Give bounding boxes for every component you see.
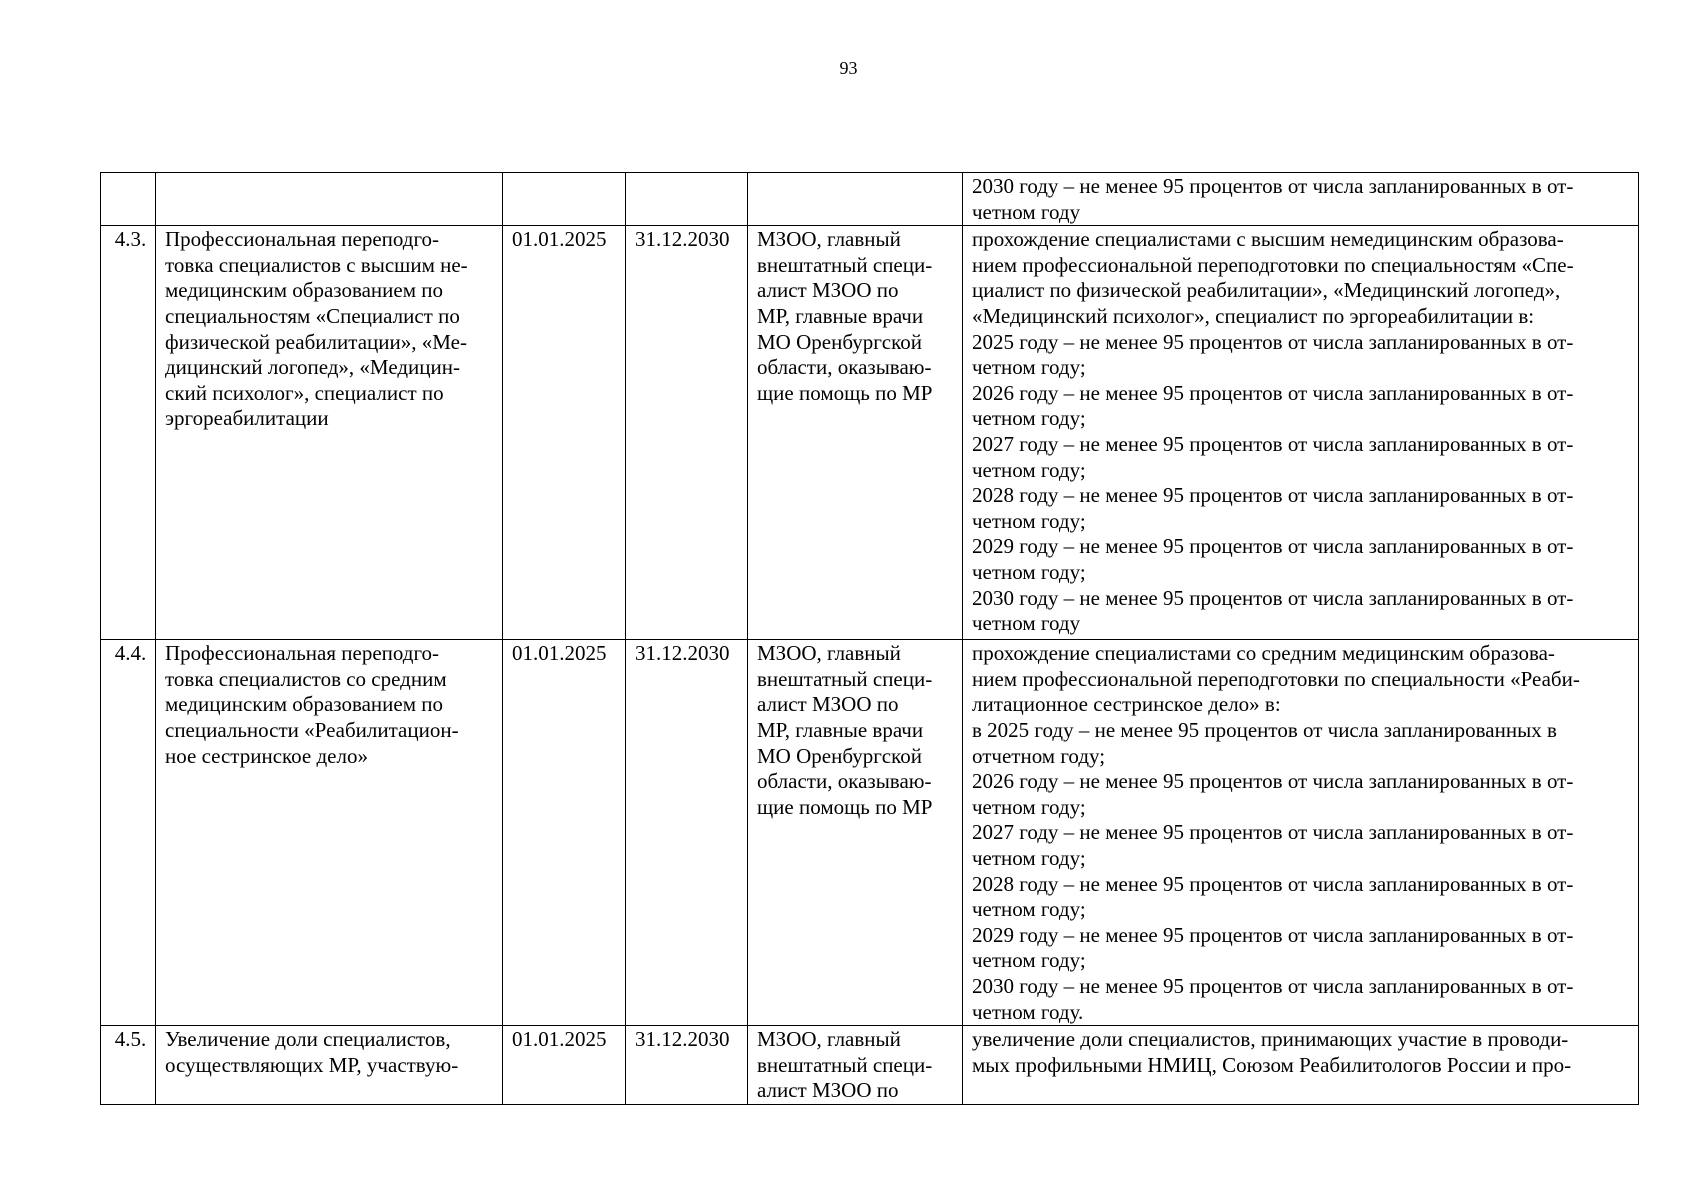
measure-name-cell xyxy=(156,226,503,640)
responsible-line: области, оказываю- xyxy=(757,769,932,794)
measure-name-line: товка специалистов с высшим не- xyxy=(165,252,468,277)
expected-result-line: четном году; xyxy=(972,845,1086,870)
responsible-cell xyxy=(748,1026,963,1105)
expected-result-line: 2030 году – не менее 95 процентов от числа запланированных в от- xyxy=(972,973,1574,998)
responsible-cell xyxy=(748,640,963,1026)
measure-name-line: эргореабилитации xyxy=(165,406,329,431)
measure-name-line: физической реабилитации», «Ме- xyxy=(165,329,467,354)
responsible-line: МО Оренбургской xyxy=(757,329,923,354)
end-date: 31.12.2030 xyxy=(635,641,730,666)
expected-result-line: 2026 году – не менее 95 процентов от числа запланированных в от- xyxy=(972,380,1574,405)
expected-result-line: 2028 году – не менее 95 процентов от числа запланированных в от- xyxy=(972,871,1574,896)
expected-result-line: 2028 году – не менее 95 процентов от числа запланированных в от- xyxy=(972,483,1574,508)
expected-result-line: четном году xyxy=(972,611,1081,636)
expected-result-line: четном году; xyxy=(972,559,1086,584)
table-row xyxy=(101,1026,1639,1105)
measure-name-line: дицинский логопед», «Медицин- xyxy=(165,355,460,380)
expected-result-line: мых профильными НМИЦ, Союзом Реабилитологов России и про- xyxy=(972,1052,1572,1077)
item-number: 4.5. xyxy=(114,1027,147,1052)
table-body xyxy=(101,173,1639,1105)
table-row xyxy=(101,226,1639,640)
responsible-line: МО Оренбургской xyxy=(757,743,923,768)
start-date-cell xyxy=(503,1026,626,1105)
responsible-line: области, оказываю- xyxy=(757,355,932,380)
expected-result-line: четном году; xyxy=(972,948,1086,973)
expected-result-line: в 2025 году – не менее 95 процентов от числа запланированных в xyxy=(972,717,1557,742)
action-plan-table xyxy=(100,172,1639,1105)
expected-result-line: 2027 году – не менее 95 процентов от числа запланированных в от- xyxy=(972,820,1574,845)
expected-result-cell xyxy=(963,173,1639,226)
item-number-cell xyxy=(101,1026,156,1105)
expected-result-line: четном году; xyxy=(972,897,1086,922)
responsible-line: внештатный специ- xyxy=(757,666,933,691)
table-row xyxy=(101,173,1639,226)
responsible-line: щие помощь по МР xyxy=(757,794,933,819)
responsible-line: внештатный специ- xyxy=(757,252,933,277)
start-date-cell xyxy=(503,640,626,1026)
item-number-cell xyxy=(101,226,156,640)
responsible-line: МР, главные врачи xyxy=(757,717,924,742)
measure-name-line: специальностям «Специалист по xyxy=(165,303,460,328)
measure-name-line: медицинским образованием по xyxy=(165,692,443,717)
expected-result-line: нием профессиональной переподготовки по специальности «Реаби- xyxy=(972,666,1580,691)
responsible-line: МЗОО, главный xyxy=(757,1027,901,1052)
expected-result-cell xyxy=(963,1026,1639,1105)
item-number-cell xyxy=(101,640,156,1026)
expected-result-line: нием профессиональной переподготовки по специальностям «Спе- xyxy=(972,252,1574,277)
expected-result-line: литационное сестринское дело» в: xyxy=(972,692,1281,717)
measure-name-line: медицинским образованием по xyxy=(165,278,443,303)
responsible-line: МЗОО, главный xyxy=(757,641,901,666)
expected-result-line: четном году; xyxy=(972,457,1086,482)
expected-result-line: 2029 году – не менее 95 процентов от числа запланированных в от- xyxy=(972,922,1574,947)
responsible-line: МР, главные врачи xyxy=(757,303,924,328)
expected-result-cell xyxy=(963,226,1639,640)
responsible-line: алист МЗОО по xyxy=(757,692,899,717)
end-date-cell xyxy=(626,640,748,1026)
expected-result-cell xyxy=(963,640,1639,1026)
expected-result-line: прохождение специалистами со средним медицинским образова- xyxy=(972,641,1555,666)
start-date-cell xyxy=(503,173,626,226)
responsible-line: алист МЗОО по xyxy=(757,278,899,303)
expected-result-line: «Медицинский психолог», специалист по эргореабилитации в: xyxy=(972,303,1535,328)
expected-result-line: прохождение специалистами с высшим немедицинским образова- xyxy=(972,227,1564,252)
end-date-cell xyxy=(626,226,748,640)
expected-result-line: четном году; xyxy=(972,508,1086,533)
expected-result-line: четном году; xyxy=(972,794,1086,819)
end-date-cell xyxy=(626,1026,748,1105)
expected-result-line: четном году; xyxy=(972,355,1086,380)
expected-result-line: 2027 году – не менее 95 процентов от числа запланированных в от- xyxy=(972,431,1574,456)
end-date-cell xyxy=(626,173,748,226)
item-number-cell xyxy=(101,173,156,226)
measure-name-line: ский психолог», специалист по xyxy=(165,380,444,405)
responsible-line: щие помощь по МР xyxy=(757,380,933,405)
measure-name-line: Профессиональная переподго- xyxy=(165,641,440,666)
end-date: 31.12.2030 xyxy=(635,227,730,252)
expected-result-line: 2030 году – не менее 95 процентов от числа запланированных в от- xyxy=(972,585,1574,610)
measure-name-line: осуществляющих МР, участвую- xyxy=(165,1052,459,1077)
responsible-line: внештатный специ- xyxy=(757,1052,933,1077)
responsible-line: МЗОО, главный xyxy=(757,227,901,252)
end-date: 31.12.2030 xyxy=(635,1027,730,1052)
responsible-line: алист МЗОО по xyxy=(757,1078,899,1103)
expected-result-line: 2029 году – не менее 95 процентов от числа запланированных в от- xyxy=(972,534,1574,559)
measure-name-line: товка специалистов со средним xyxy=(165,666,447,691)
start-date: 01.01.2025 xyxy=(512,1027,607,1052)
measure-name-line: ное сестринское дело» xyxy=(165,743,368,768)
expected-result-line: четном году xyxy=(972,199,1081,224)
expected-result-line: циалист по физической реабилитации», «Медицинский логопед», xyxy=(972,278,1561,303)
expected-result-line: четном году; xyxy=(972,406,1086,431)
start-date: 01.01.2025 xyxy=(512,641,607,666)
expected-result-line: четном году. xyxy=(972,999,1084,1024)
start-date-cell xyxy=(503,226,626,640)
measure-name-line: Увеличение доли специалистов, xyxy=(165,1027,451,1052)
measure-name-line: Профессиональная переподго- xyxy=(165,227,440,252)
expected-result-line: 2025 году – не менее 95 процентов от числа запланированных в от- xyxy=(972,329,1574,354)
measure-name-cell xyxy=(156,1026,503,1105)
responsible-cell xyxy=(748,173,963,226)
expected-result-line: 2026 году – не менее 95 процентов от числа запланированных в от- xyxy=(972,769,1574,794)
start-date: 01.01.2025 xyxy=(512,227,607,252)
expected-result-line: увеличение доли специалистов, принимающих участие в проводи- xyxy=(972,1027,1569,1052)
item-number: 4.4. xyxy=(114,641,147,666)
measure-name-cell xyxy=(156,640,503,1026)
responsible-cell xyxy=(748,226,963,640)
expected-result-line: отчетном году; xyxy=(972,743,1106,768)
expected-result-line: 2030 году – не менее 95 процентов от числа запланированных в от- xyxy=(972,174,1574,198)
measure-name-cell xyxy=(156,173,503,226)
table-row xyxy=(101,640,1639,1026)
page-number: 93 xyxy=(839,58,858,78)
item-number: 4.3. xyxy=(114,227,147,252)
measure-name-line: специальности «Реабилитацион- xyxy=(165,717,459,742)
